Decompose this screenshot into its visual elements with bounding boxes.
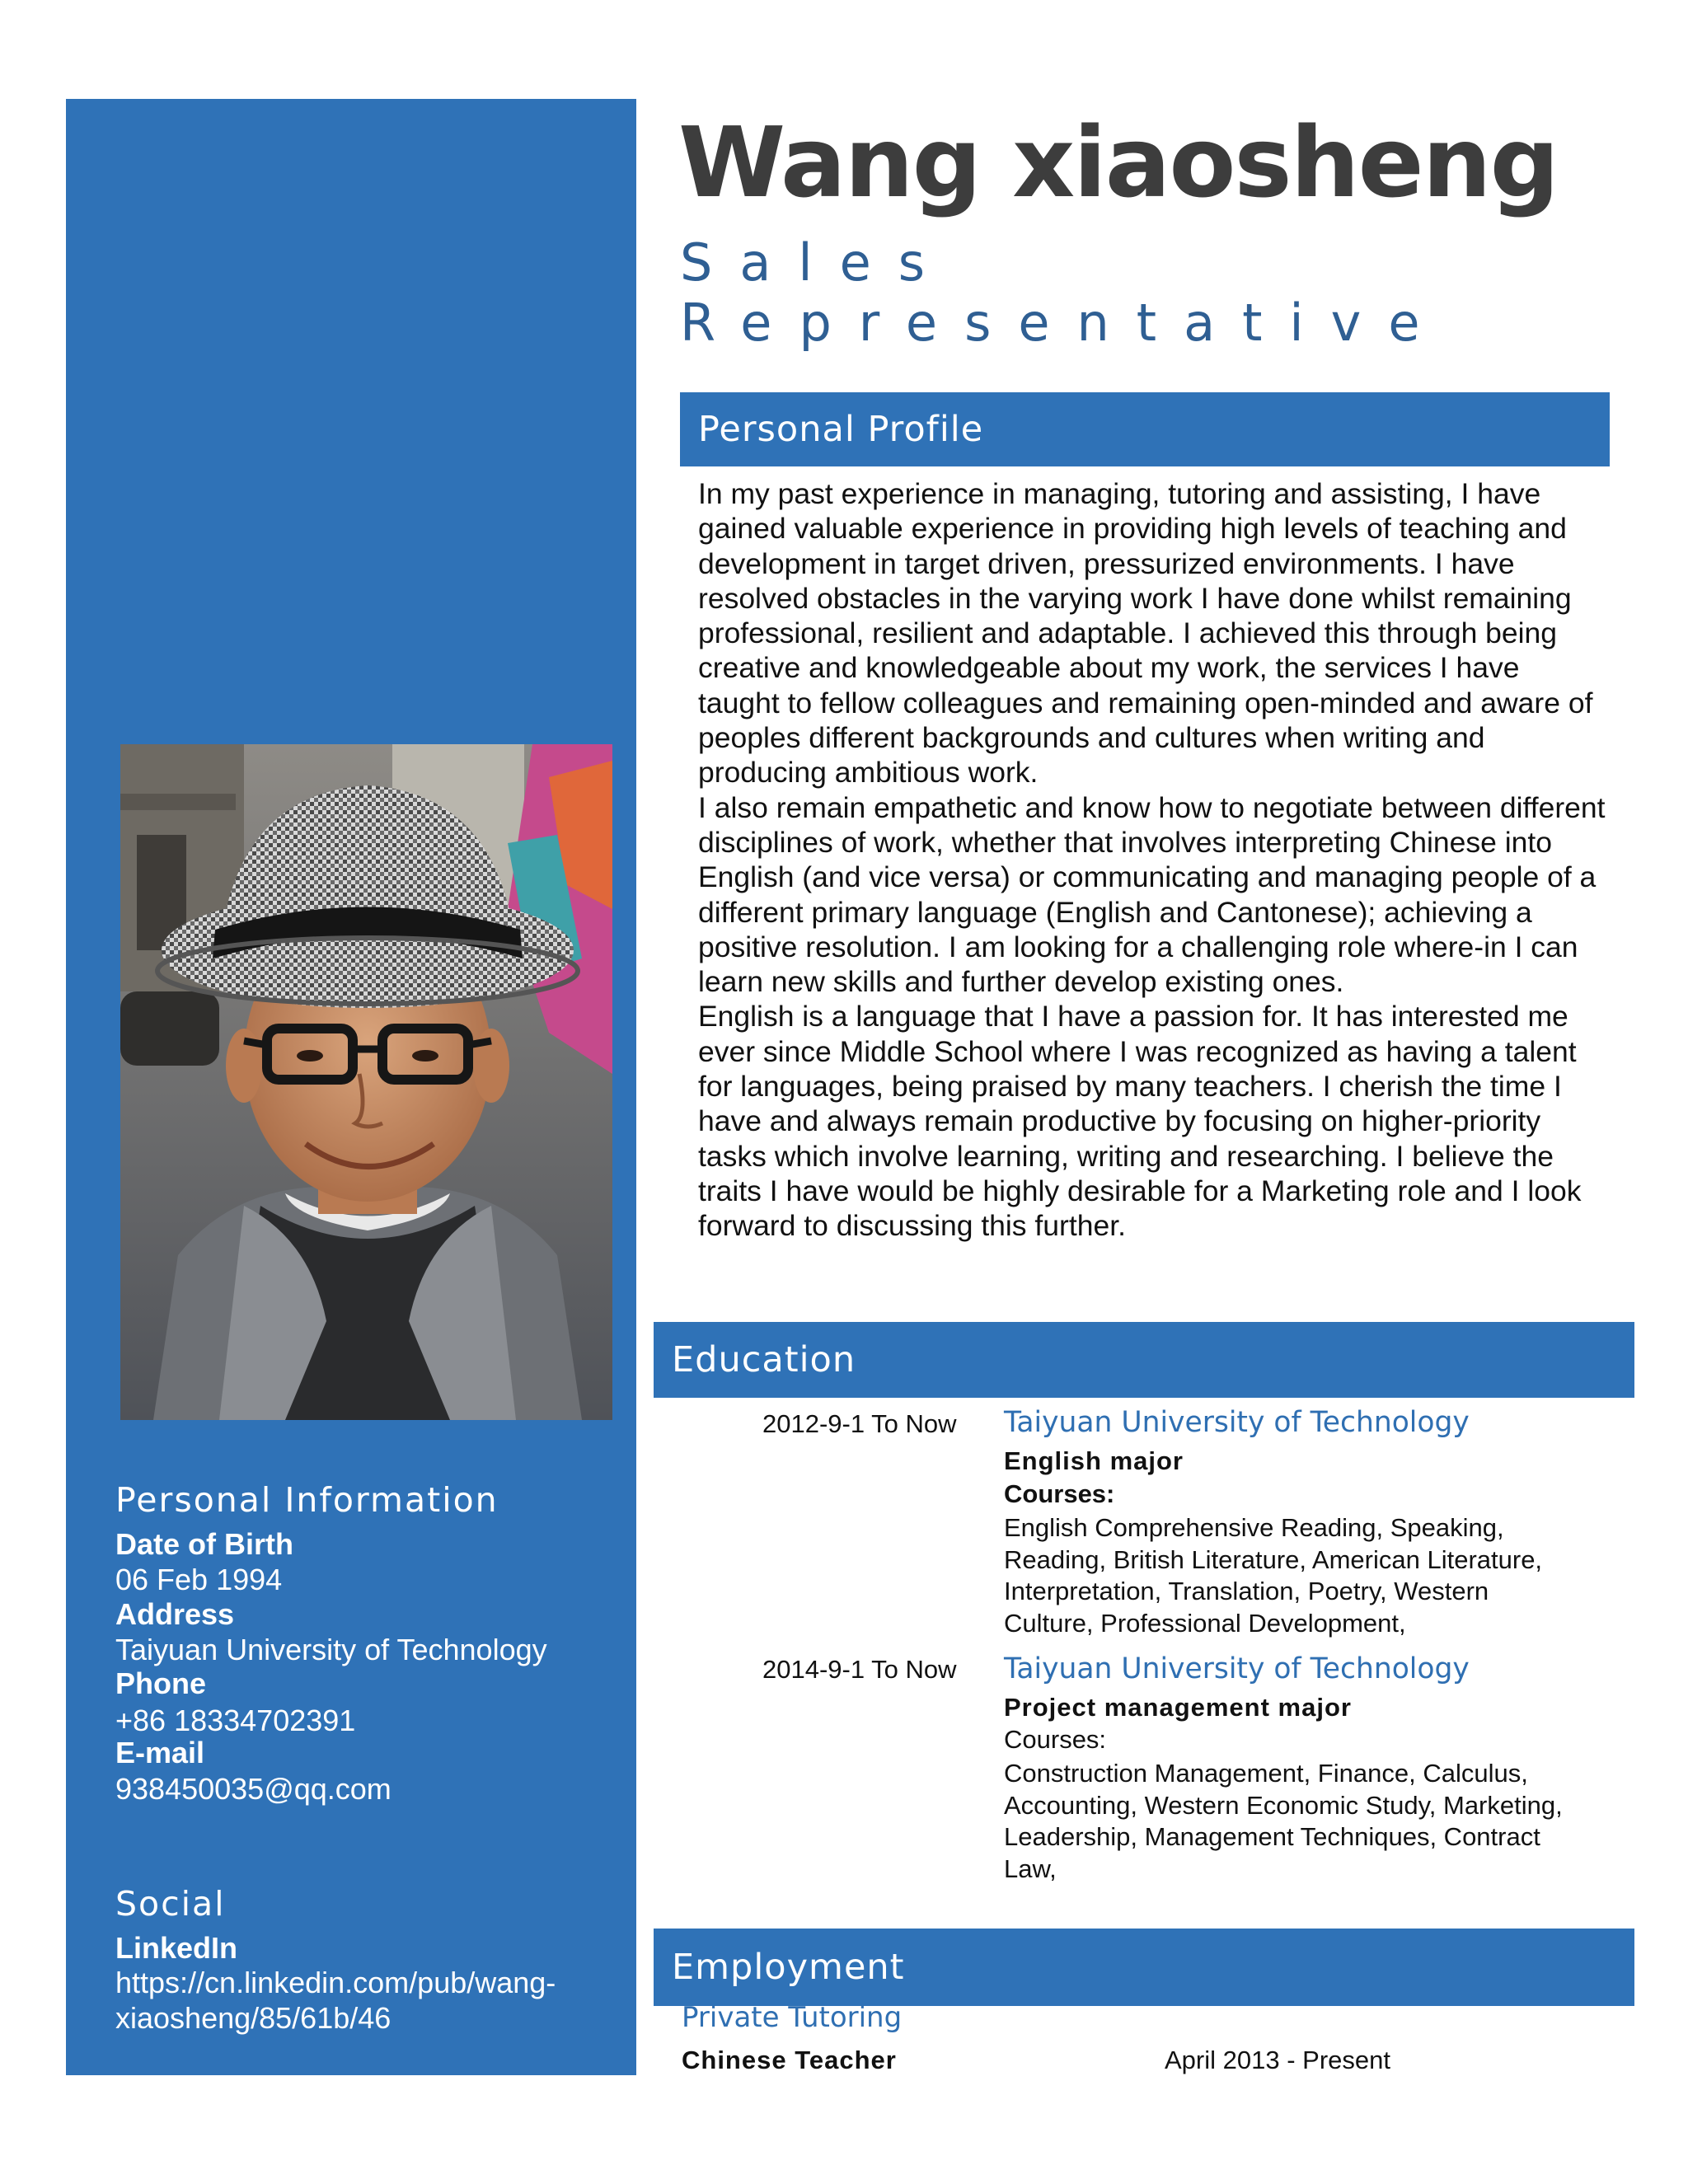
edu-date-2: 2014-9-1 To Now xyxy=(762,1655,957,1684)
edu-school-2: Taiyuan University of Technology xyxy=(1004,1652,1470,1685)
profile-paragraph: English is a language that I have a passion for. It has interested me ever since Middle School where I was recognized as having a talent for languages, being praised by many teachers. I cherish the time I have and always remain productive by focusing on higher-priority tasks which involve learning, writing and researching. I believe the traits I have would be highly desirable for a Marketing role and I look forward to discussing this further. xyxy=(698,1000,1582,1243)
edu-date-1: 2012-9-1 To Now xyxy=(762,1409,957,1438)
personal-info-heading: Personal Information xyxy=(115,1480,499,1520)
profile-photo xyxy=(120,744,612,1420)
personal-profile-heading: Personal Profile xyxy=(698,409,984,450)
email-value[interactable]: 938450035@qq.com xyxy=(115,1772,392,1806)
personal-profile-bar xyxy=(680,392,1610,466)
employment-heading: Employment xyxy=(672,1947,905,1988)
profile-paragraph: I also remain empathetic and know how to negotiate between different disciplines of work, whether that involves interpreting Chinese into English (and vice versa) or communicating and managing people of a different primary language (English and Cantonese); achieving a positive resolution. I am looking for a challenging role where-in I can learn new skills and further develop existing ones. xyxy=(698,790,1606,999)
linkedin-url-line2[interactable]: xiaosheng/85/61b/46 xyxy=(115,2001,392,2035)
employment-bar xyxy=(654,1929,1634,2006)
social-heading: Social xyxy=(115,1884,226,1924)
employer-name: Private Tutoring xyxy=(682,2001,903,2034)
dob-value: 06 Feb 1994 xyxy=(115,1563,283,1596)
phone-label: Phone xyxy=(115,1666,207,1700)
employment-dates: April 2013 - Present xyxy=(1165,2046,1390,2074)
phone-value: +86 18334702391 xyxy=(115,1704,356,1737)
linkedin-url-line1[interactable]: https://cn.linkedin.com/pub/wang- xyxy=(115,1966,556,1999)
employment-role: Chinese Teacher xyxy=(682,2046,897,2074)
edu-courses-2: Construction Management, Finance, Calculus, Accounting, Western Economic Study, Marketing, Leadership, Management Techniques, Contract Law, xyxy=(1004,1759,1563,1883)
education-heading: Education xyxy=(672,1339,856,1380)
profile-text xyxy=(698,476,1609,1244)
edu-school-1: Taiyuan University of Technology xyxy=(1004,1406,1470,1439)
dob-label: Date of Birth xyxy=(115,1527,293,1561)
linkedin-label: LinkedIn xyxy=(115,1931,238,1965)
address-value: Taiyuan University of Technology xyxy=(115,1633,547,1666)
profile-paragraph: In my past experience in managing, tutoring and assisting, I have gained valuable experience in providing high levels of teaching and development in target driven, pressurized environments. I have resolved obstacles in the varying work I have done whilst remaining professional, resilient and adaptable. I achieved this through being creative and knowledgeable about my work, the services I have taught to fellow colleagues and remaining open-minded and aware of peoples different backgrounds and cultures when writing and producing ambitious work. xyxy=(698,477,1593,790)
edu-courses-1: English Comprehensive Reading, Speaking, Reading, British Literature, American Literature, Interpretation, Translation, Poetry, Western Culture, Professional Development, xyxy=(1004,1513,1543,1638)
job-title-line1: Sales xyxy=(680,232,953,293)
education-bar xyxy=(654,1322,1634,1398)
job-title-line2: Representative xyxy=(680,293,1447,353)
edu-courses-label-1: Courses: xyxy=(1004,1479,1115,1508)
email-label: E-mail xyxy=(115,1736,205,1769)
candidate-name: Wang xiaosheng xyxy=(678,105,1559,219)
edu-major-2: Project management major xyxy=(1004,1693,1352,1722)
address-label: Address xyxy=(115,1597,235,1631)
edu-courses-label-2: Courses: xyxy=(1004,1725,1107,1754)
edu-major-1: English major xyxy=(1004,1446,1184,1475)
